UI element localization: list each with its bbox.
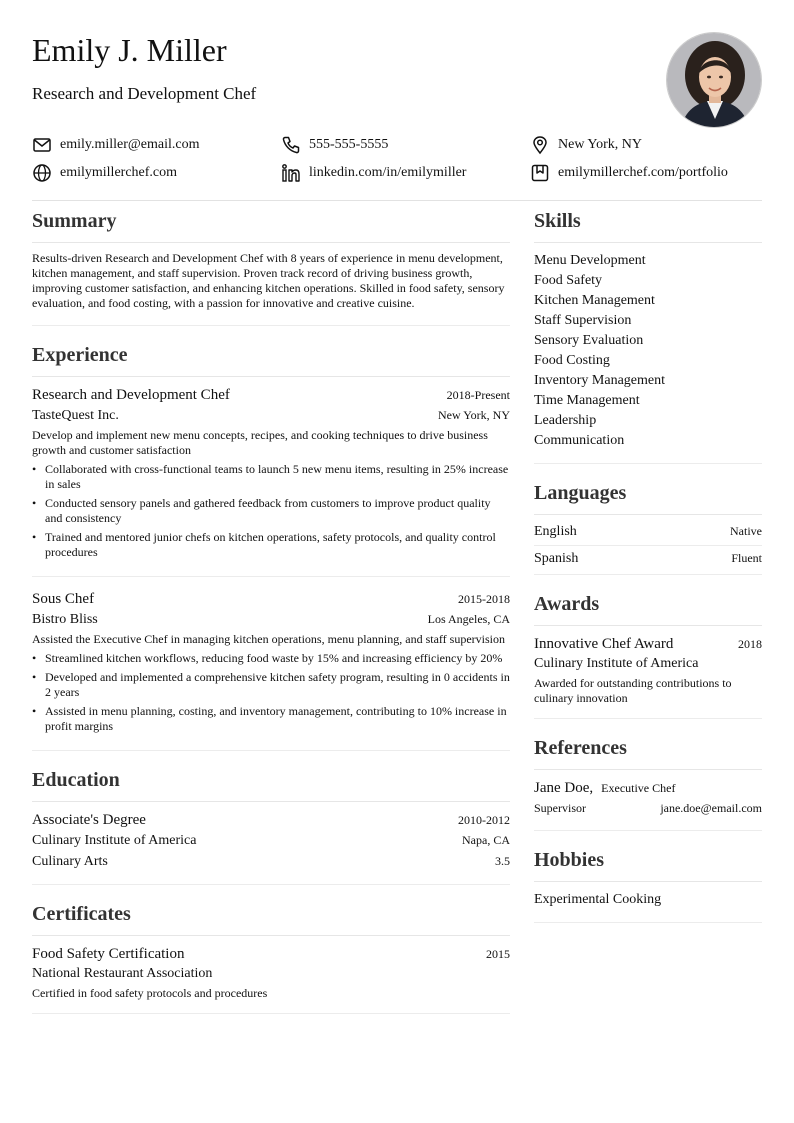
school-name: Culinary Institute of America	[32, 833, 197, 848]
skill-item: Food Costing	[534, 353, 610, 368]
skill-item: Menu Development	[534, 253, 646, 268]
phone-icon	[281, 135, 301, 155]
experience-entry	[32, 576, 510, 750]
contact-email-text: emily.miller@email.com	[60, 137, 200, 152]
language-name: Spanish	[534, 551, 579, 566]
job-achievements	[32, 651, 510, 734]
skills-section	[534, 208, 762, 464]
resume-header	[32, 30, 762, 130]
hobbies-heading: Hobbies	[534, 847, 762, 882]
education-heading: Education	[32, 767, 510, 802]
profile-photo	[666, 32, 762, 128]
contact-website-text: emilymillerchef.com	[60, 165, 178, 180]
contact-location-text: New York, NY	[558, 137, 643, 152]
certificates-heading: Certificates	[32, 901, 510, 936]
certificate-description: Certified in food safety protocols and procedures	[32, 986, 268, 1000]
hobby-item: Experimental Cooking	[534, 892, 662, 907]
contact-portfolio[interactable]	[530, 164, 762, 182]
linkedin-icon	[281, 163, 301, 183]
job-achievements	[32, 462, 510, 560]
skill-item: Food Safety	[534, 273, 603, 288]
job-description: Develop and implement new menu concepts, recipes, and cooking techniques to drive business growth and customer satisfaction	[32, 428, 488, 457]
degree-name: Associate's Degree	[32, 812, 146, 828]
education-dates: 2010-2012	[458, 813, 510, 827]
references-heading: References	[534, 735, 762, 770]
globe-icon	[32, 163, 52, 183]
summary-heading: Summary	[32, 208, 510, 243]
award-issuer: Culinary Institute of America	[534, 656, 699, 671]
achievement-item: • Conducted sensory panels and gathered feedback from customers to improve product quality and consistency	[32, 496, 510, 526]
portfolio-icon	[530, 163, 550, 183]
skill-item: Sensory Evaluation	[534, 333, 644, 348]
skill-item: Time Management	[534, 393, 640, 408]
language-item	[534, 546, 762, 572]
contact-portfolio-text: emilymillerchef.com/portfolio	[558, 165, 728, 180]
awards-heading: Awards	[534, 591, 762, 626]
sidebar-column	[534, 208, 762, 923]
candidate-name: Emily J. Miller	[32, 32, 227, 68]
header-divider	[32, 200, 762, 201]
certificate-issuer: National Restaurant Association	[32, 966, 213, 981]
languages-heading: Languages	[534, 480, 762, 515]
education-gpa: 3.5	[495, 854, 510, 868]
contact-phone-text: 555-555-5555	[309, 137, 389, 152]
certificates-section	[32, 901, 510, 1014]
contact-location	[530, 136, 762, 154]
experience-entry	[32, 385, 510, 576]
field-of-study: Culinary Arts	[32, 854, 108, 869]
skills-heading: Skills	[534, 208, 762, 243]
skill-item: Kitchen Management	[534, 293, 655, 308]
language-level: Fluent	[731, 551, 762, 565]
job-company: Bistro Bliss	[32, 612, 98, 627]
reference-position: Executive Chef	[601, 781, 676, 795]
job-location: New York, NY	[437, 408, 510, 422]
contact-linkedin[interactable]	[281, 164, 530, 182]
job-title: Sous Chef	[32, 591, 95, 607]
references-section	[534, 735, 762, 831]
contact-linkedin-text: linkedin.com/in/emilymiller	[309, 165, 467, 180]
language-item	[534, 519, 762, 546]
reference-name: Jane Doe,	[534, 780, 594, 796]
certificate-year: 2015	[486, 947, 510, 961]
location-icon	[530, 135, 550, 155]
achievement-item: • Streamlined kitchen workflows, reducing food waste by 15% and increasing efficiency by 20%	[32, 651, 510, 666]
certificate-name: Food Safety Certification	[32, 946, 185, 962]
skill-item: Inventory Management	[534, 373, 666, 388]
job-dates: 2018-Present	[446, 388, 510, 402]
job-title: Research and Development Chef	[32, 387, 230, 403]
contact-info	[32, 136, 762, 182]
summary-section	[32, 208, 510, 326]
languages-section	[534, 480, 762, 575]
award-description: Awarded for outstanding contributions to culinary innovation	[534, 676, 732, 705]
achievement-item: • Developed and implemented a comprehensive kitchen safety program, resulting in 0 accidents in 2 years	[32, 670, 510, 700]
experience-section	[32, 342, 510, 751]
skill-item: Leadership	[534, 413, 597, 428]
summary-text: Results-driven Research and Development Chef with 8 years of experience in menu development, kitchen management, and staff supervision. Proven track record of driving business growth, improving customer satisfaction, and enhancing kitchen operations. Skilled in food safety, sensory evaluation, and food costing, with a passion for innovative and creative cuisine.	[32, 251, 505, 310]
education-section	[32, 767, 510, 885]
hobbies-section	[534, 847, 762, 923]
reference-role: Supervisor	[534, 801, 586, 815]
awards-section	[534, 591, 762, 719]
contact-email[interactable]	[32, 136, 281, 154]
award-name: Innovative Chef Award	[534, 636, 674, 652]
skill-item: Staff Supervision	[534, 313, 632, 328]
candidate-title: Research and Development Chef	[32, 84, 257, 103]
main-column	[32, 208, 510, 1014]
job-dates: 2015-2018	[458, 592, 510, 606]
mail-icon	[32, 135, 52, 155]
award-year: 2018	[738, 637, 762, 651]
experience-heading: Experience	[32, 342, 510, 377]
achievement-item: • Trained and mentored junior chefs on kitchen operations, safety protocols, and quality control procedures	[32, 530, 510, 560]
language-level: Native	[730, 524, 762, 538]
job-description: Assisted the Executive Chef in managing kitchen operations, menu planning, and staff supervision	[32, 632, 506, 646]
skill-item: Communication	[534, 433, 625, 448]
contact-website[interactable]	[32, 164, 281, 182]
job-location: Los Angeles, CA	[427, 612, 510, 626]
job-company: TasteQuest Inc.	[32, 408, 119, 423]
reference-email[interactable]: jane.doe@email.com	[660, 801, 762, 815]
language-name: English	[534, 524, 577, 539]
achievement-item: • Assisted in menu planning, costing, and inventory management, contributing to 10% increase in profit margins	[32, 704, 510, 734]
achievement-item: • Collaborated with cross-functional teams to launch 5 new menu items, resulting in 25% increase in sales	[32, 462, 510, 492]
contact-phone[interactable]	[281, 136, 530, 154]
school-location: Napa, CA	[462, 833, 510, 847]
